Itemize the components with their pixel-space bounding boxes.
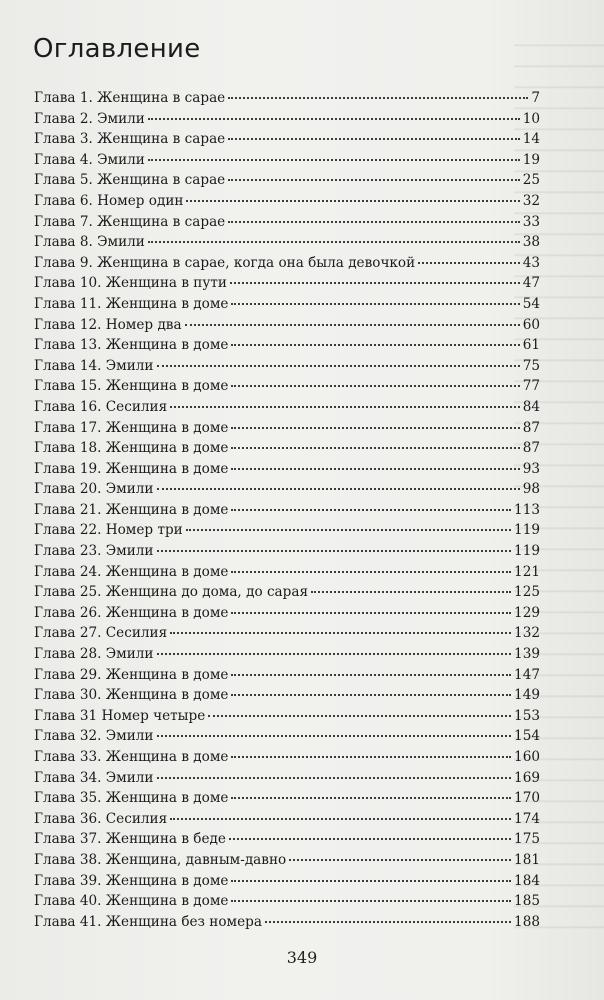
dot-leader xyxy=(228,178,519,181)
toc-entry xyxy=(34,150,540,171)
toc-entry xyxy=(34,109,540,130)
dot-leader xyxy=(231,796,511,799)
chapter-page-number: 77 xyxy=(522,378,540,395)
chapter-title: Глава 3. Женщина в сарае xyxy=(34,131,226,148)
chapter-title: Глава 14. Эмили xyxy=(34,357,154,374)
chapter-page-number: 7 xyxy=(531,90,540,106)
toc-entry xyxy=(34,397,540,418)
chapter-page-number: 61 xyxy=(522,337,540,354)
toc-entry xyxy=(34,335,540,356)
chapter-title: Глава 26. Женщина в доме xyxy=(34,604,229,621)
chapter-page-number: 10 xyxy=(522,110,540,127)
dot-leader xyxy=(157,776,512,779)
dot-leader xyxy=(231,755,511,758)
toc-entry xyxy=(34,459,540,480)
toc-entry xyxy=(34,829,540,850)
chapter-title: Глава 23. Эмили xyxy=(34,543,154,560)
dot-leader xyxy=(157,364,520,367)
dot-leader xyxy=(186,528,511,531)
page-number: 349 xyxy=(286,948,318,967)
chapter-title: Глава 37. Женщина в беде xyxy=(34,831,226,848)
toc-entry xyxy=(34,623,540,644)
chapter-title: Глава 40. Женщина в доме xyxy=(34,893,229,910)
toc-entry xyxy=(34,253,540,274)
toc-entry xyxy=(34,273,540,294)
chapter-page-number: 139 xyxy=(514,646,540,663)
toc-entry xyxy=(34,747,540,768)
dot-leader xyxy=(228,137,519,140)
chapter-page-number: 19 xyxy=(522,151,540,168)
chapter-page-number: 169 xyxy=(514,769,540,786)
toc-entry xyxy=(34,294,540,315)
chapter-page-number: 25 xyxy=(522,172,540,189)
chapter-title: Глава 20. Эмили xyxy=(34,481,154,498)
chapter-page-number: 87 xyxy=(522,419,540,436)
chapter-title: Глава 38. Женщина, давным-давно xyxy=(34,851,287,868)
chapter-title: Глава 33. Женщина в доме xyxy=(34,749,229,765)
chapter-title: Глава 7. Женщина в сарае xyxy=(34,213,226,230)
chapter-title: Глава 22. Номер три xyxy=(34,522,183,539)
chapter-title: Глава 30. Женщина в доме xyxy=(34,687,229,704)
toc-entry xyxy=(34,871,540,892)
dot-leader xyxy=(230,281,520,284)
table-of-contents xyxy=(34,88,540,932)
chapter-page-number: 154 xyxy=(514,728,540,745)
dot-leader xyxy=(231,611,511,614)
chapter-title: Глава 11. Женщина в доме xyxy=(34,295,229,312)
chapter-page-number: 147 xyxy=(514,666,540,683)
toc-entry xyxy=(34,232,540,253)
toc-entry xyxy=(34,191,540,212)
toc-entry xyxy=(34,129,540,150)
chapter-page-number: 113 xyxy=(514,501,540,518)
chapter-page-number: 170 xyxy=(514,790,540,807)
chapter-page-number: 43 xyxy=(522,254,540,271)
toc-entry xyxy=(34,891,540,912)
chapter-title: Глава 6. Номер один xyxy=(34,192,184,209)
toc-entry xyxy=(34,788,540,809)
toc-entry xyxy=(34,541,540,562)
toc-entry xyxy=(34,356,540,377)
dot-leader xyxy=(289,858,511,861)
chapter-page-number: 160 xyxy=(514,749,540,765)
chapter-page-number: 84 xyxy=(522,398,540,415)
toc-entry xyxy=(34,376,540,397)
chapter-page-number: 175 xyxy=(514,831,540,848)
chapter-title: Глава 10. Женщина в пути xyxy=(34,275,227,292)
toc-entry xyxy=(34,500,540,521)
dot-leader xyxy=(170,817,511,820)
chapter-title: Глава 24. Женщина в доме xyxy=(34,563,229,580)
dot-leader xyxy=(228,220,519,223)
chapter-page-number: 153 xyxy=(514,707,540,724)
chapter-title: Глава 39. Женщина в доме xyxy=(34,872,229,889)
chapter-page-number: 60 xyxy=(522,316,540,333)
chapter-page-number: 129 xyxy=(514,604,540,621)
toc-entry xyxy=(34,685,540,706)
chapter-page-number: 121 xyxy=(514,563,540,580)
chapter-title: Глава 32. Эмили xyxy=(34,728,154,745)
chapter-title: Глава 18. Женщина в доме xyxy=(34,440,229,457)
dot-leader xyxy=(157,487,520,490)
toc-entry xyxy=(34,88,540,109)
chapter-title: Глава 34. Эмили xyxy=(34,769,154,786)
dot-leader xyxy=(229,837,511,840)
dot-leader xyxy=(228,96,528,99)
dot-leader xyxy=(157,652,512,655)
toc-entry xyxy=(34,562,540,583)
page-title: Оглавление xyxy=(33,34,201,64)
chapter-title: Глава 41. Женщина без номера xyxy=(34,913,262,930)
dot-leader xyxy=(185,323,520,326)
chapter-page-number: 93 xyxy=(522,460,540,477)
chapter-title: Глава 4. Эмили xyxy=(34,151,145,168)
dot-leader xyxy=(157,734,512,737)
dot-leader xyxy=(170,405,520,408)
chapter-title: Глава 5. Женщина в сарае xyxy=(34,172,226,189)
dot-leader xyxy=(311,590,511,593)
dot-leader xyxy=(231,879,511,882)
dot-leader xyxy=(231,384,519,387)
toc-entry xyxy=(34,479,540,500)
toc-entry xyxy=(34,912,540,933)
chapter-page-number: 132 xyxy=(514,625,540,642)
dot-leader xyxy=(148,117,520,120)
toc-entry xyxy=(34,170,540,191)
chapter-page-number: 14 xyxy=(522,131,540,148)
dot-leader xyxy=(231,446,519,449)
chapter-page-number: 87 xyxy=(522,440,540,457)
chapter-title: Глава 12. Номер два xyxy=(34,316,182,333)
toc-entry xyxy=(34,418,540,439)
toc-entry xyxy=(34,315,540,336)
chapter-title: Глава 16. Сесилия xyxy=(34,398,168,415)
dot-leader xyxy=(231,693,511,696)
chapter-page-number: 149 xyxy=(514,687,540,704)
chapter-page-number: 33 xyxy=(522,213,540,230)
chapter-title: Глава 36. Сесилия xyxy=(34,810,168,827)
dot-leader xyxy=(231,302,519,305)
chapter-page-number: 184 xyxy=(514,872,540,889)
dot-leader xyxy=(148,158,520,161)
chapter-page-number: 38 xyxy=(522,234,540,251)
chapter-page-number: 188 xyxy=(514,913,540,930)
dot-leader xyxy=(265,920,511,923)
chapter-title: Глава 17. Женщина в доме xyxy=(34,419,229,436)
toc-entry xyxy=(34,520,540,541)
dot-leader xyxy=(418,261,520,264)
dot-leader xyxy=(231,570,511,573)
chapter-page-number: 181 xyxy=(514,851,540,868)
dot-leader xyxy=(208,714,511,717)
toc-entry xyxy=(34,706,540,727)
dot-leader xyxy=(186,199,519,202)
chapter-title: Глава 35. Женщина в доме xyxy=(34,790,229,807)
dot-leader xyxy=(231,343,519,346)
chapter-title: Глава 2. Эмили xyxy=(34,110,145,127)
chapter-page-number: 125 xyxy=(514,584,540,601)
dot-leader xyxy=(148,240,520,243)
chapter-page-number: 119 xyxy=(514,543,540,560)
toc-entry xyxy=(34,726,540,747)
toc-entry xyxy=(34,809,540,830)
chapter-title: Глава 31 Номер четыре xyxy=(34,707,206,724)
toc-entry xyxy=(34,212,540,233)
dot-leader xyxy=(170,631,511,634)
toc-entry xyxy=(34,768,540,789)
chapter-title: Глава 27. Сесилия xyxy=(34,625,168,642)
toc-entry xyxy=(34,603,540,624)
chapter-title: Глава 25. Женщина до дома, до сарая xyxy=(34,584,309,601)
toc-entry xyxy=(34,665,540,686)
dot-leader xyxy=(231,467,519,470)
chapter-title: Глава 15. Женщина в доме xyxy=(34,378,229,395)
chapter-page-number: 54 xyxy=(522,295,540,312)
chapter-title: Глава 29. Женщина в доме xyxy=(34,666,229,683)
dot-leader xyxy=(157,549,512,552)
dot-leader xyxy=(231,426,519,429)
toc-entry xyxy=(34,438,540,459)
chapter-title: Глава 8. Эмили xyxy=(34,234,145,251)
chapter-page-number: 119 xyxy=(514,522,540,539)
chapter-page-number: 32 xyxy=(522,192,540,209)
chapter-page-number: 185 xyxy=(514,893,540,910)
chapter-page-number: 98 xyxy=(522,481,540,498)
chapter-title: Глава 1. Женщина в сарае xyxy=(34,90,226,106)
chapter-title: Глава 28. Эмили xyxy=(34,646,154,663)
dot-leader xyxy=(231,673,511,676)
chapter-page-number: 75 xyxy=(522,357,540,374)
toc-entry xyxy=(34,850,540,871)
chapter-page-number: 174 xyxy=(514,810,540,827)
toc-entry xyxy=(34,644,540,665)
dot-leader xyxy=(231,899,511,902)
chapter-page-number: 47 xyxy=(522,275,540,292)
dot-leader xyxy=(231,508,511,511)
toc-entry xyxy=(34,582,540,603)
chapter-title: Глава 19. Женщина в доме xyxy=(34,460,229,477)
chapter-title: Глава 21. Женщина в доме xyxy=(34,501,229,518)
chapter-title: Глава 9. Женщина в сарае, когда она была девочкой xyxy=(34,254,416,271)
chapter-title: Глава 13. Женщина в доме xyxy=(34,337,229,354)
